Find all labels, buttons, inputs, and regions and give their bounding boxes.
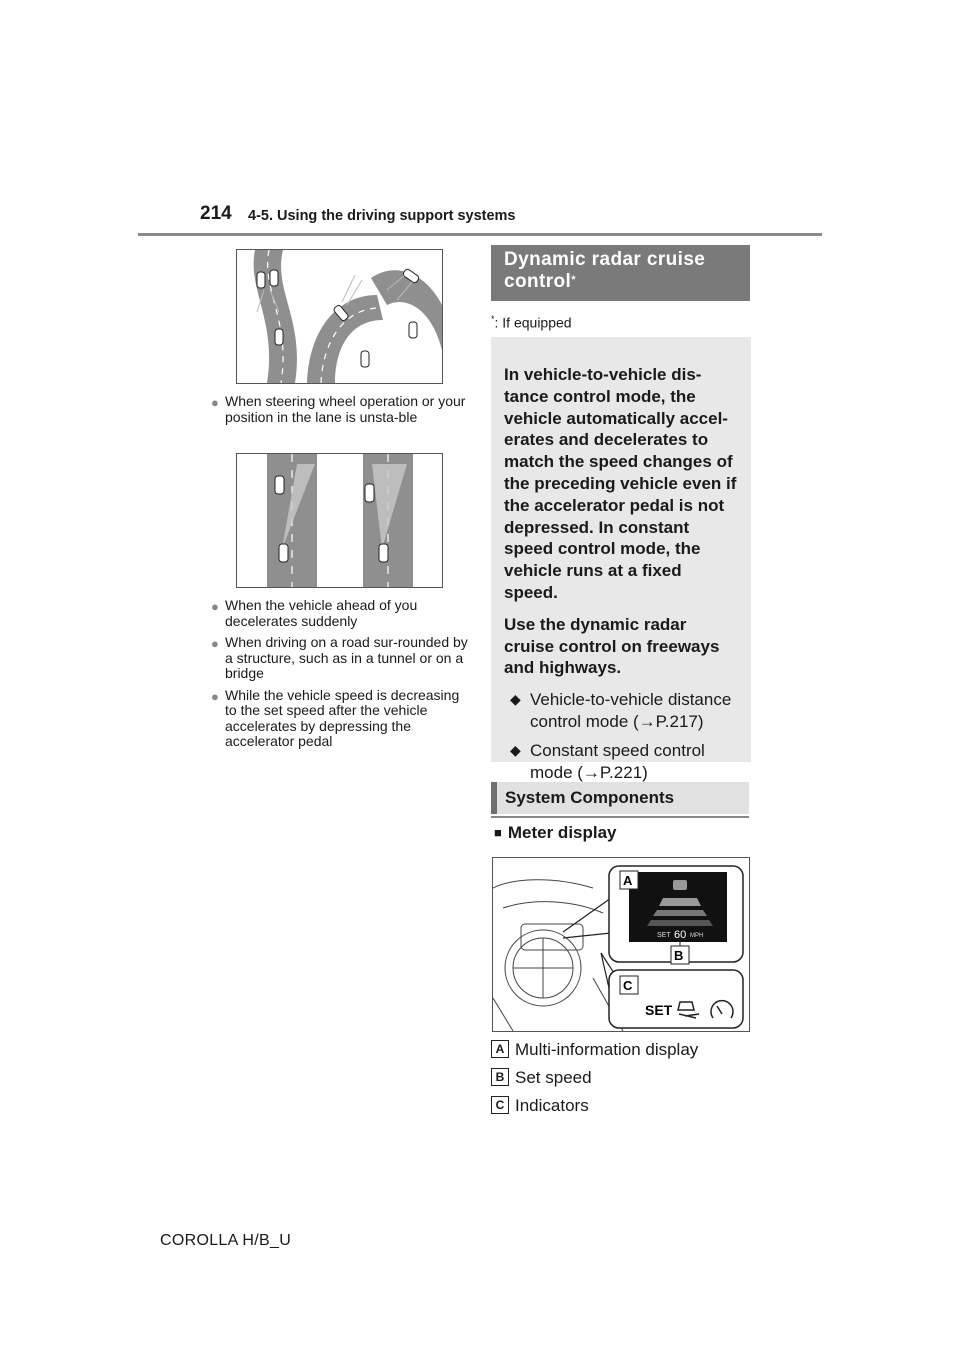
bullet-icon: ● [211,395,219,410]
legend-key: A [491,1040,509,1058]
legend-item-c: C Indicators [491,1096,589,1116]
legend-key: B [491,1068,509,1086]
square-bullet-icon: ■ [494,825,502,840]
system-components-rule [491,816,749,818]
info-box [491,337,751,782]
list-item: ● When the vehicle ahead of you decelerates suddenly [211,597,418,629]
footnote: *: If equipped [491,314,572,331]
set-label: SET [657,932,671,939]
list-item: ● When driving on a road sur-rounded by a structure, such as in a tunnel or on a bridge [211,634,468,681]
legend-key: C [491,1096,509,1114]
set-speed-value: 60 [674,929,687,941]
section-banner [491,245,750,301]
curved-road-illustration [236,249,443,384]
bullet-icon: ● [211,636,219,651]
header-rule [138,233,822,236]
meter-display-heading: ■ Meter display [494,823,617,842]
bullet-icon: ● [211,688,219,704]
set-indicator: SET [645,1002,673,1018]
diamond-bullet-icon: ◆ [510,741,521,758]
info-paragraph: Use the dynamic radar cruise control on freeways and highways. [504,614,720,678]
footer-model: COROLLA H/B_U [160,1232,292,1249]
list-item: ● While the vehicle speed is decreasing to the set speed after the vehicle accelerates by depressing the accelerator pedal [211,686,460,749]
mode-item: ◆ Vehicle-to-vehicle distance control mode (→P.217) [510,690,732,731]
lane-illustration [236,453,443,588]
section-title: 4-5. Using the driving support systems [248,208,516,224]
bullet-list-2 [211,598,473,756]
legend-item-b: B Set speed [491,1068,592,1088]
mode-item: ◆ Constant speed control mode (→P.221) [510,740,705,782]
bullet-list-1 [211,394,473,431]
page-number: 214 [200,203,232,224]
banner-title: Dynamic radar cruise control [504,249,706,292]
speed-unit: MPH [690,933,704,939]
bullet-icon: ● [211,599,219,614]
list-item: ● When steering wheel operation or your position in the lane is unsta-ble [211,393,466,425]
label-a: A [623,873,633,888]
legend-item-a: A Multi-information display [491,1040,698,1060]
label-c: C [623,978,633,993]
system-components-heading: System Components [491,782,749,814]
meter-display-illustration [492,857,750,1032]
diamond-bullet-icon: ◆ [510,691,521,708]
info-paragraph: In vehicle-to-vehicle dis-tance control mode, the vehicle automatically accel-erates and decelerates to match the speed changes of the preceding vehicle even if the accelerator pedal is not depressed. In constant speed control mode, the vehicle runs at a fixed speed. [504,365,737,602]
banner-footnote-mark: * [571,274,576,286]
label-b: B [674,948,684,963]
